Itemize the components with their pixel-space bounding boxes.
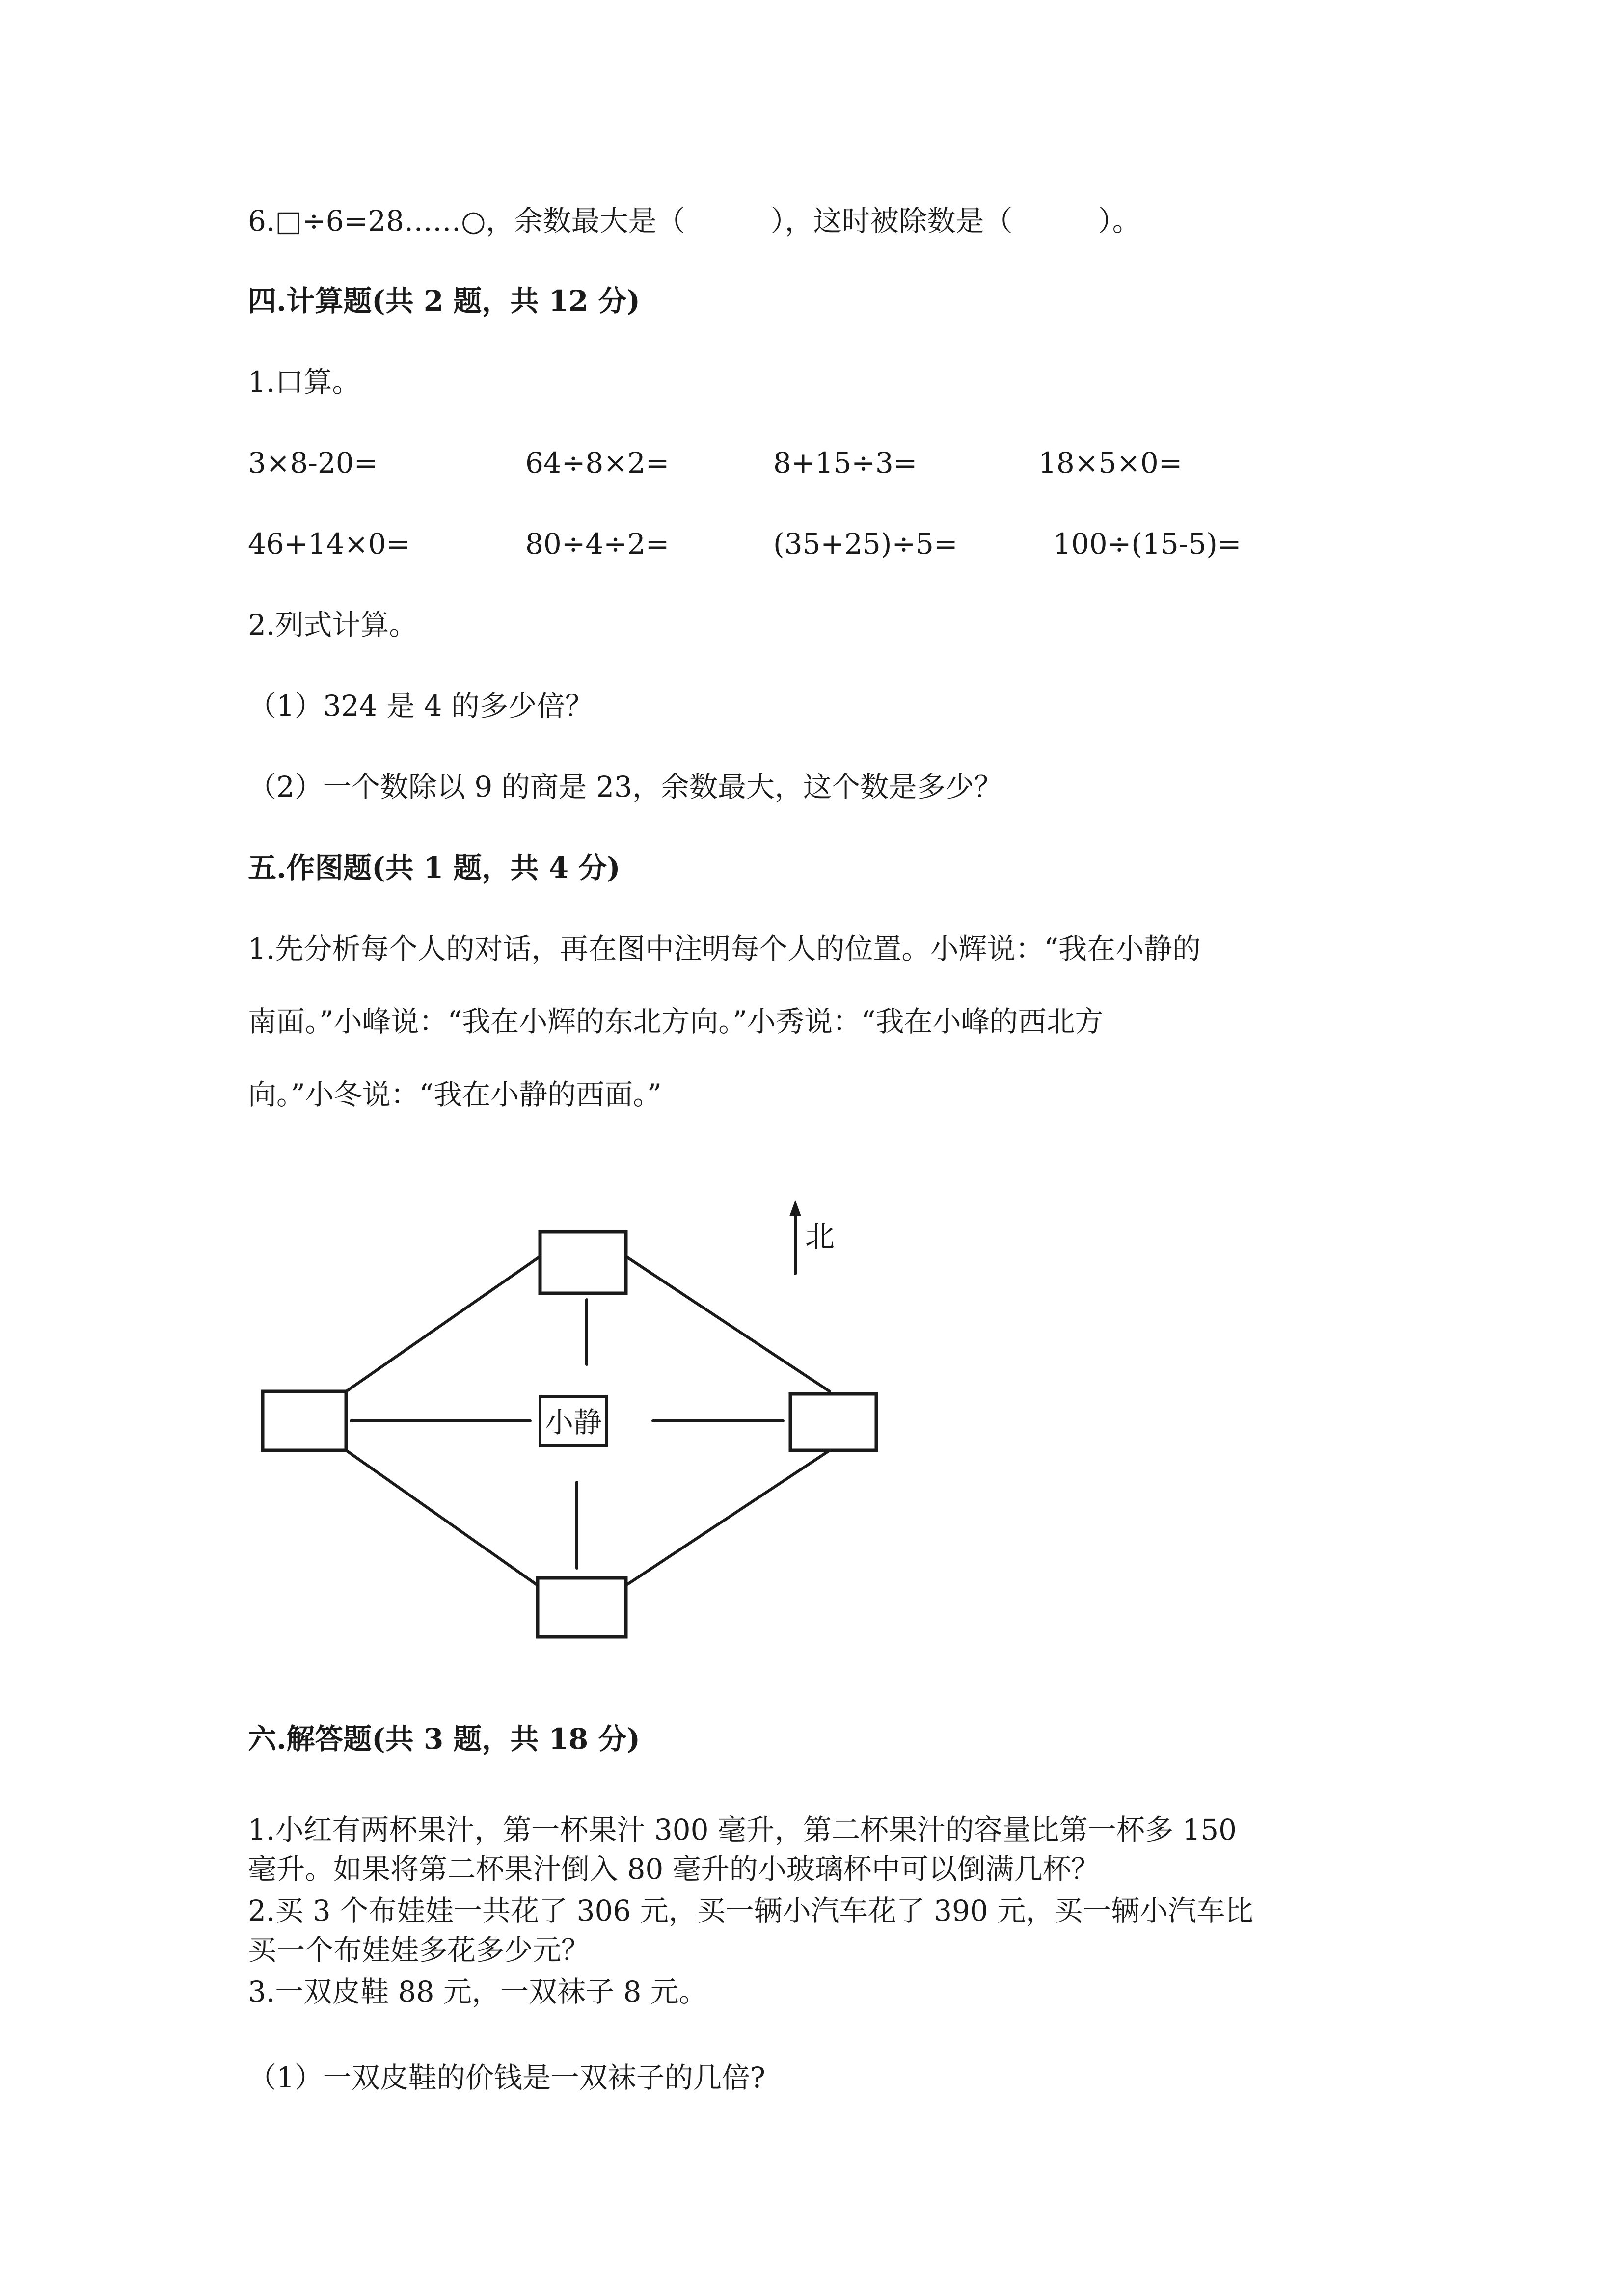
question-4-2-part-1: （1）324 是 4 的多少倍？ — [248, 689, 594, 722]
north-label: 北 — [805, 1220, 835, 1254]
section-4-title: 四.计算题(共 2 题，共 12 分) — [248, 284, 640, 318]
oral-calc-item: 18×5×0= — [1038, 446, 1183, 480]
question-6-3: 3.一双皮鞋 88 元，一双袜子 8 元。 — [248, 1975, 707, 2008]
oral-calc-item: (35+25)÷5= — [773, 527, 958, 561]
question-4-2-part-2: （2）一个数除以 9 的商是 23，余数最大，这个数是多少？ — [248, 770, 1002, 803]
oral-calc-item: 80÷4÷2= — [525, 527, 670, 561]
question-4-1: 1.口算。 — [248, 365, 361, 399]
oral-calc-item: 3×8-20= — [248, 446, 378, 480]
diagram-edge — [346, 1256, 540, 1391]
question-6-2-line: 2.买 3 个布娃娃一共花了 306 元，买一辆小汽车花了 390 元，买一辆小汽车比 — [248, 1894, 1254, 1927]
section-5-title: 五.作图题(共 1 题，共 4 分) — [248, 851, 621, 884]
question-5-text-line: 向。”小冬说：“我在小静的西面。” — [248, 1078, 662, 1111]
question-6-3-part-1: （1）一双皮鞋的价钱是一双袜子的几倍? — [248, 2061, 765, 2094]
diagram-edge — [346, 1450, 538, 1585]
question-5-text-line: 南面。”小峰说：“我在小辉的东北方向。”小秀说：“我在小峰的西北方 — [248, 1005, 1104, 1038]
diagram-edge — [626, 1450, 830, 1585]
question-4-2: 2.列式计算。 — [248, 608, 418, 641]
oral-calc-item: 100÷(15-5)= — [1053, 527, 1242, 561]
question-6-1-line: 1.小红有两杯果汁，第一杯果汁 300 毫升，第二杯果汁的容量比第一杯多 150 — [248, 1813, 1237, 1846]
question-6-2-line: 买一个布娃娃多花多少元？ — [248, 1933, 590, 1967]
oral-calc-item: 64÷8×2= — [525, 446, 670, 480]
blank-box-east — [790, 1394, 876, 1450]
oral-calc-item: 46+14×0= — [248, 527, 410, 561]
diagram-edge — [626, 1256, 830, 1391]
question-6-1-line: 毫升。如果将第二杯果汁倒入 80 毫升的小玻璃杯中可以倒满几杯？ — [248, 1852, 1100, 1886]
blank-box-west — [263, 1391, 346, 1450]
center-label: 小静 — [544, 1406, 602, 1439]
oral-calc-item: 8+15÷3= — [773, 446, 918, 480]
question-5-text-line: 1.先分析每个人的对话，再在图中注明每个人的位置。小辉说：“我在小静的 — [248, 932, 1201, 965]
blank-box-north — [540, 1232, 626, 1293]
section-6-title: 六.解答题(共 3 题，共 18 分) — [248, 1722, 640, 1756]
question-6-fill-blank: 6.□÷6=28……○，余数最大是（ ），这时被除数是（ ）。 — [248, 204, 1141, 238]
blank-box-south — [538, 1578, 626, 1637]
north-arrow-head — [789, 1200, 801, 1216]
